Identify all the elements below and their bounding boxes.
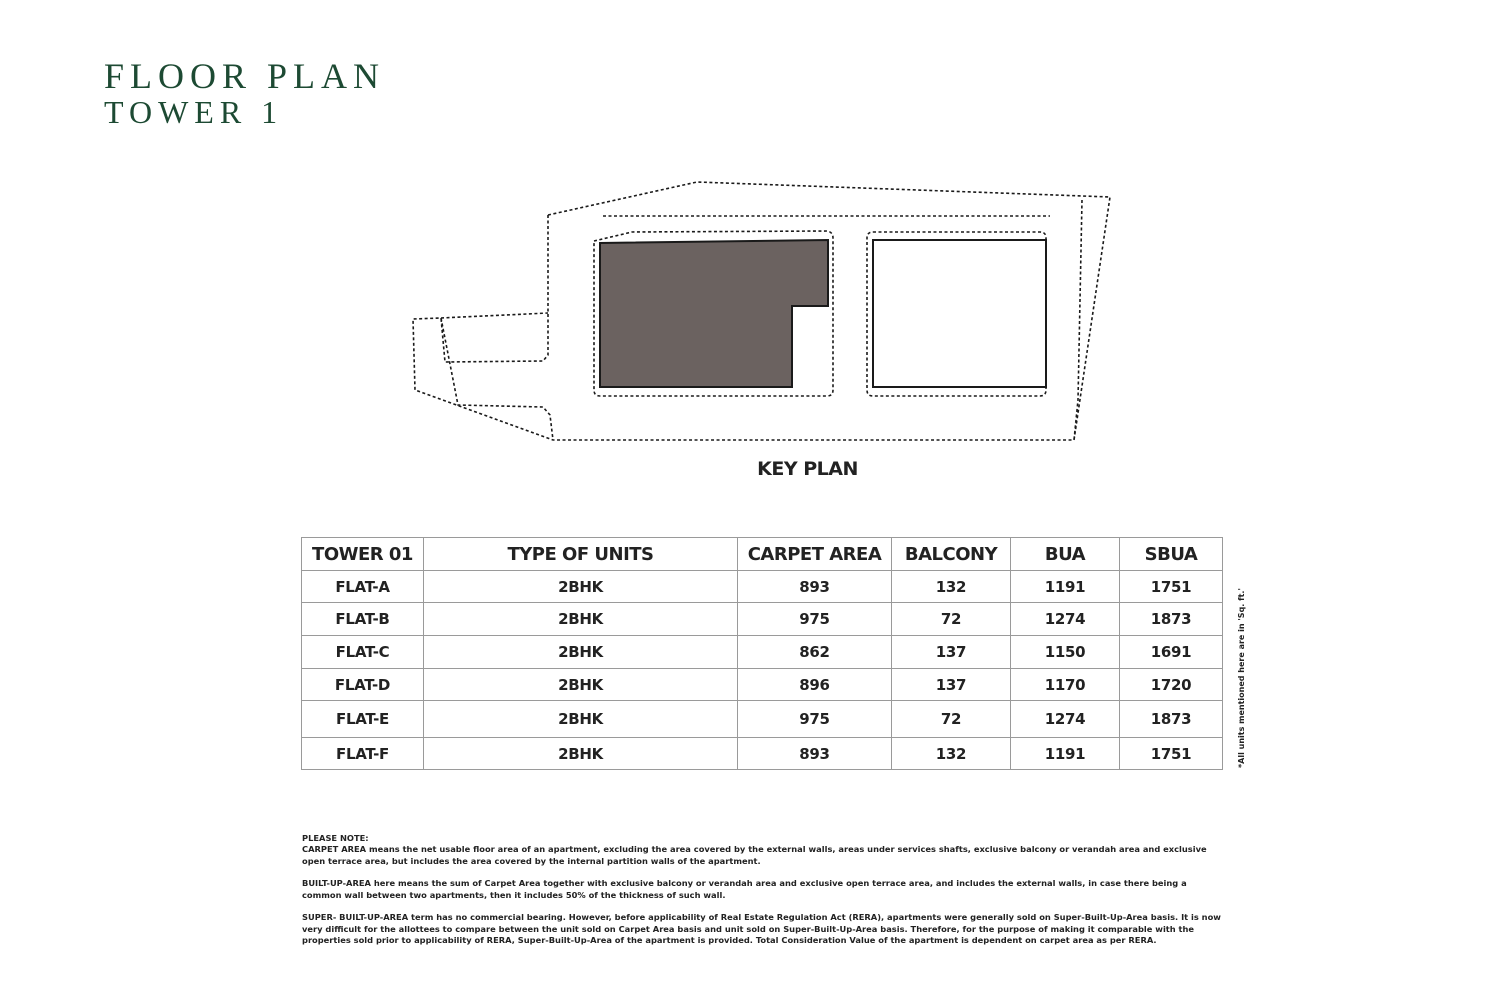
cell-sbua: 1873: [1120, 603, 1223, 636]
cell-type: 2BHK: [424, 701, 738, 738]
col-header-type-of-units: TYPE OF UNITS: [424, 538, 738, 571]
cell-sbua: 1720: [1120, 669, 1223, 701]
cell-sbua: 1751: [1120, 571, 1223, 603]
table-row: [302, 669, 1223, 701]
cell-flat: FLAT-F: [302, 738, 424, 770]
key-plan-label: KEY PLAN: [757, 458, 858, 480]
cell-balcony: 72: [892, 603, 1011, 636]
tower-1-highlight: [600, 240, 828, 387]
cell-bua: 1274: [1011, 701, 1120, 738]
col-header-tower: TOWER 01: [302, 538, 424, 571]
table-header-row: [302, 538, 1223, 571]
cell-bua: 1191: [1011, 738, 1120, 770]
cell-balcony: 72: [892, 701, 1011, 738]
table-row: [302, 571, 1223, 603]
cell-sbua: 1691: [1120, 636, 1223, 669]
cell-bua: 1150: [1011, 636, 1120, 669]
col-header-balcony: BALCONY: [892, 538, 1011, 571]
col-header-carpet-area: CARPET AREA: [738, 538, 892, 571]
cell-balcony: 137: [892, 636, 1011, 669]
cell-carpet-area: 975: [738, 603, 892, 636]
cell-balcony: 132: [892, 738, 1011, 770]
cell-balcony: 137: [892, 669, 1011, 701]
site-outline-upper-wing: [441, 215, 548, 362]
cell-flat: FLAT-D: [302, 669, 424, 701]
cell-type: 2BHK: [424, 738, 738, 770]
cell-type: 2BHK: [424, 636, 738, 669]
note-built-up-area: BUILT-UP-AREA here means the sum of Carpet Area together with exclusive balcony or verandah area and exclusive open terrace area, and includes the external walls, in case there being a common wall between two apartments, then it includes 50% of the thickness of such wall.: [302, 878, 1187, 900]
note-super-built-up-area: SUPER- BUILT-UP-AREA term has no commercial bearing. However, before applicability of Real Estate Regulation Act (RERA), apartments were generally sold on Super-Built-Up-Area basis. It is now very difficult for the allottees to compare between the unit sold on Carpet Area basis and unit sold on Super-Built-Up-Area basis. Therefore, for the purpose of making it comparable with the properties sold prior to applicability of RERA, Super-Built-Up-Area of the apartment is provided. Total Consideration Value of the apartment is dependent on carpet area as per RERA.: [302, 912, 1221, 946]
cell-bua: 1170: [1011, 669, 1120, 701]
cell-bua: 1191: [1011, 571, 1120, 603]
cell-type: 2BHK: [424, 669, 738, 701]
cell-balcony: 132: [892, 571, 1011, 603]
table-row: [302, 738, 1223, 770]
units-footnote: *All units mentioned here are in 'Sq. ft.': [1237, 588, 1246, 768]
tower-2-dashed-outline: [867, 232, 1046, 396]
table-row: [302, 701, 1223, 738]
col-header-bua: BUA: [1011, 538, 1120, 571]
tower-2-outline: [873, 240, 1046, 387]
cell-carpet-area: 896: [738, 669, 892, 701]
page-title: [104, 58, 385, 130]
title-line-floor-plan: FLOOR PLAN: [104, 56, 386, 96]
cell-flat: FLAT-B: [302, 603, 424, 636]
disclaimer-notes: [302, 833, 1224, 958]
cell-type: 2BHK: [424, 603, 738, 636]
cell-carpet-area: 975: [738, 701, 892, 738]
cell-flat: FLAT-A: [302, 571, 424, 603]
cell-carpet-area: 893: [738, 738, 892, 770]
cell-carpet-area: 862: [738, 636, 892, 669]
note-carpet-area: CARPET AREA means the net usable floor area of an apartment, excluding the area covered by the external walls, areas under services shafts, exclusive balcony or verandah area and exclusive open terrace area, but includes the area covered by the internal partition walls of the apartment.: [302, 844, 1207, 866]
cell-sbua: 1873: [1120, 701, 1223, 738]
cell-carpet-area: 893: [738, 571, 892, 603]
title-line-tower: TOWER 1: [104, 94, 284, 130]
key-plan-diagram: [400, 170, 1130, 455]
cell-flat: FLAT-E: [302, 701, 424, 738]
cell-bua: 1274: [1011, 603, 1120, 636]
col-header-sbua: SBUA: [1120, 538, 1223, 571]
cell-type: 2BHK: [424, 571, 738, 603]
unit-area-table: [301, 537, 1223, 770]
table-row: [302, 603, 1223, 636]
cell-sbua: 1751: [1120, 738, 1223, 770]
cell-flat: FLAT-C: [302, 636, 424, 669]
notes-heading: PLEASE NOTE:: [302, 833, 369, 843]
table-row: [302, 636, 1223, 669]
